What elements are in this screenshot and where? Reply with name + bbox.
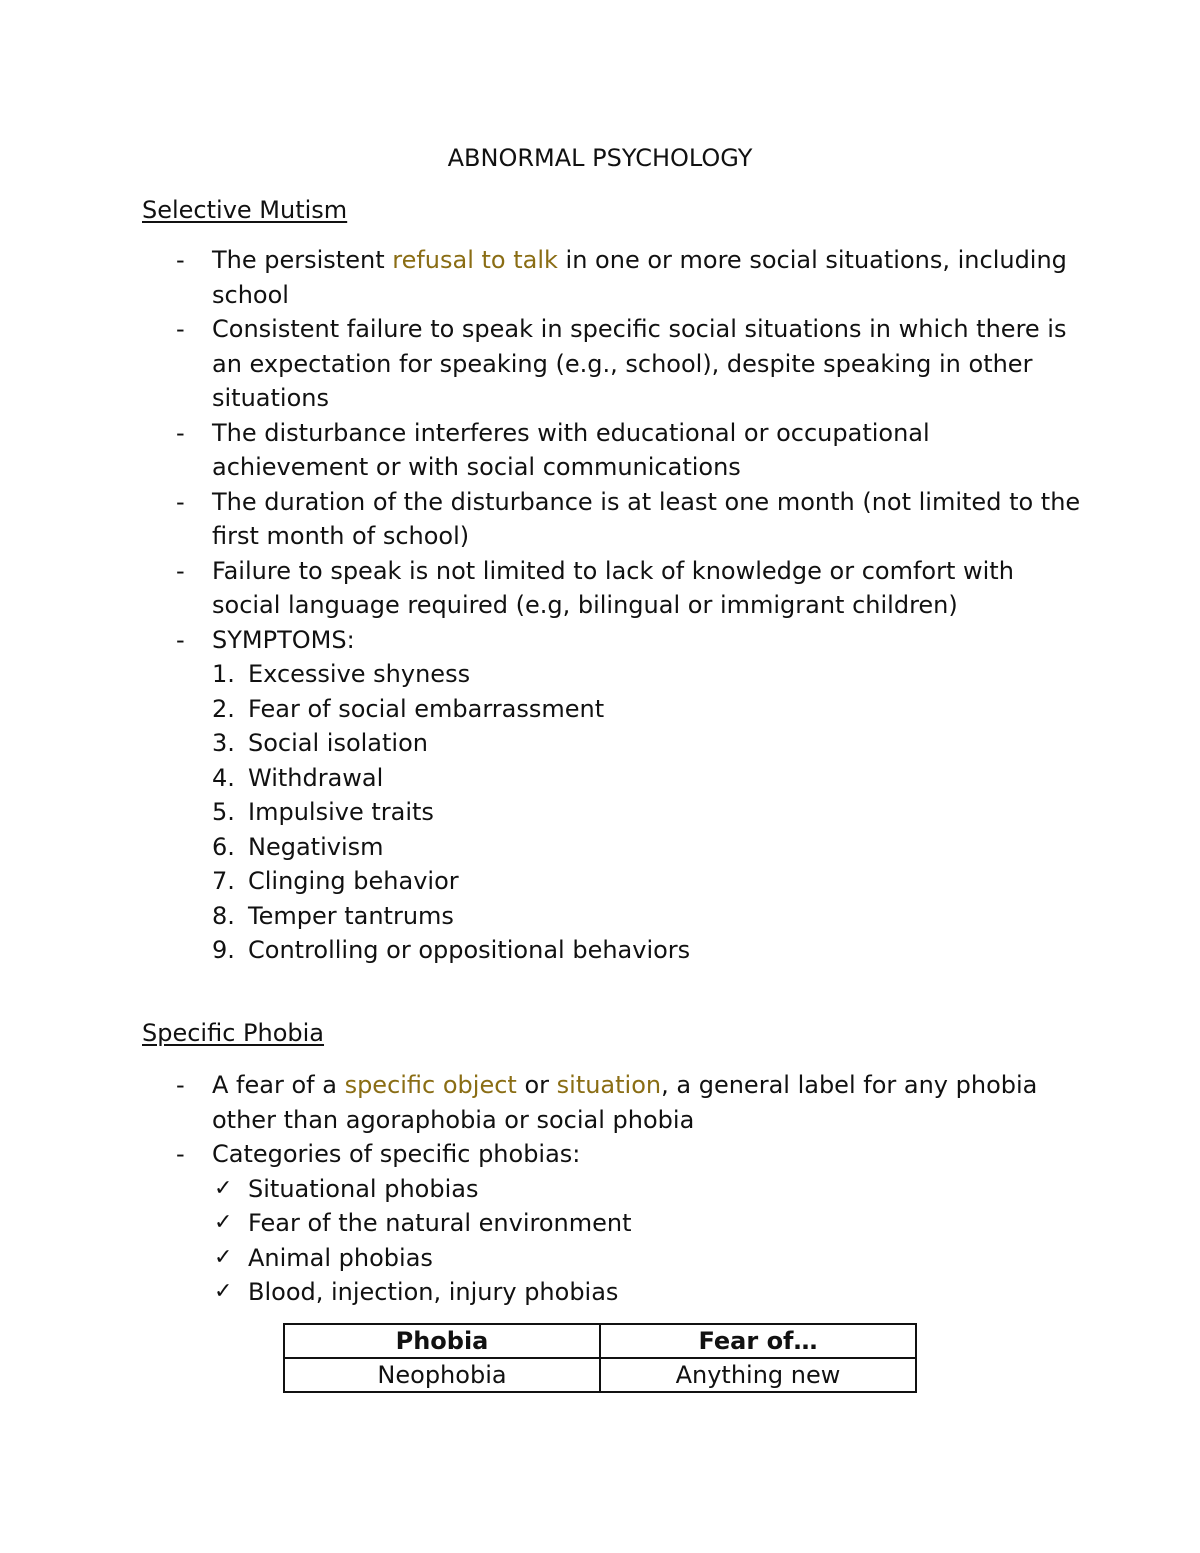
symptom-item: 5. Impulsive traits xyxy=(212,798,434,826)
dash-bullet: - xyxy=(176,487,185,516)
symptom-item: 9. Controlling or oppositional behaviors xyxy=(212,936,691,964)
dash-bullet: - xyxy=(176,315,185,343)
category-item: ✓ Fear of the natural environment xyxy=(178,1206,1082,1241)
phobia-table xyxy=(283,1323,917,1393)
symptom-item: 1. Excessive shyness xyxy=(212,660,471,688)
dash-bullet: - xyxy=(176,246,185,274)
list-item: - Consistent failure to speak in specific social situations in which there is an expectation for speaking (e.g., school), despite speaking in other situations xyxy=(142,312,1082,416)
list-item: - A fear of a specific object or situation, a general label for any phobia other than agoraphobia or social phobia xyxy=(142,1068,1082,1137)
checkmark-icon: ✓ xyxy=(214,1279,233,1304)
dash-bullet: - xyxy=(176,1140,185,1168)
category-item: ✓ Situational phobias xyxy=(178,1172,1082,1207)
table-row xyxy=(284,1358,916,1392)
section-heading-selective-mutism: Selective Mutism xyxy=(142,196,348,224)
list-item: - The persistent refusal to talk in one or more social situations, including school xyxy=(142,243,1082,312)
dash-bullet: - xyxy=(176,1071,185,1099)
category-item: ✓ Blood, injection, injury phobias xyxy=(178,1275,1082,1310)
list-item: - The duration of the disturbance is at least one month (not limited to the first month of school) xyxy=(142,485,1082,554)
symptom-item: 4. Withdrawal xyxy=(212,763,384,792)
symptom-item: 3. Social isolation xyxy=(212,729,428,757)
page-title: ABNORMAL PSYCHOLOGY xyxy=(447,144,753,172)
category-item: ✓ Animal phobias xyxy=(178,1241,1082,1276)
dash-bullet: - xyxy=(176,418,185,447)
checkmark-icon: ✓ xyxy=(214,1175,233,1201)
specific-phobia-list xyxy=(142,1068,1082,1310)
highlighted-term: specific object xyxy=(344,1071,517,1099)
table-cell: Neophobia xyxy=(284,1358,600,1392)
column-header-phobia: Phobia xyxy=(284,1324,600,1358)
list-item: - The disturbance interferes with educational or occupational achievement or with social communications xyxy=(142,416,1082,485)
categories-list xyxy=(212,1172,1082,1310)
symptom-item: 7. Clinging behavior xyxy=(212,867,459,895)
symptom-item: 6. Negativism xyxy=(212,832,384,861)
list-item-categories: - Categories of specific phobias: ✓ Situational phobias ✓ Fear of the natural environment ✓ Animal phobias ✓ Blood, injection, injury phobias xyxy=(142,1137,1082,1310)
highlighted-term: situation xyxy=(556,1071,662,1099)
table-header-row xyxy=(284,1324,916,1358)
section-heading-specific-phobia: Specific Phobia xyxy=(142,1019,325,1047)
list-item: - Failure to speak is not limited to lack of knowledge or comfort with social language required (e.g, bilingual or immigrant children) xyxy=(142,554,1082,623)
highlighted-term: refusal to talk xyxy=(392,246,558,274)
checkmark-icon: ✓ xyxy=(214,1210,233,1235)
symptom-item: 8. Temper tantrums xyxy=(212,901,454,930)
symptoms-list xyxy=(212,657,1082,968)
dash-bullet: - xyxy=(176,625,185,654)
checkmark-icon: ✓ xyxy=(214,1244,233,1270)
dash-bullet: - xyxy=(176,556,185,585)
selective-mutism-list xyxy=(142,243,1082,968)
list-item-symptoms: - SYMPTOMS: 1. Excessive shyness 2. Fear of social embarrassment 3. Social isolation 4. Withdrawal 5. Impulsive traits 6. Negativism 7. Clinging behavior 8. Temper tantrums 9. Controlling or oppositional behaviors xyxy=(142,623,1082,968)
table-cell: Anything new xyxy=(600,1358,916,1392)
symptom-item: 2. Fear of social embarrassment xyxy=(212,694,605,723)
column-header-fear-of: Fear of… xyxy=(600,1324,916,1358)
